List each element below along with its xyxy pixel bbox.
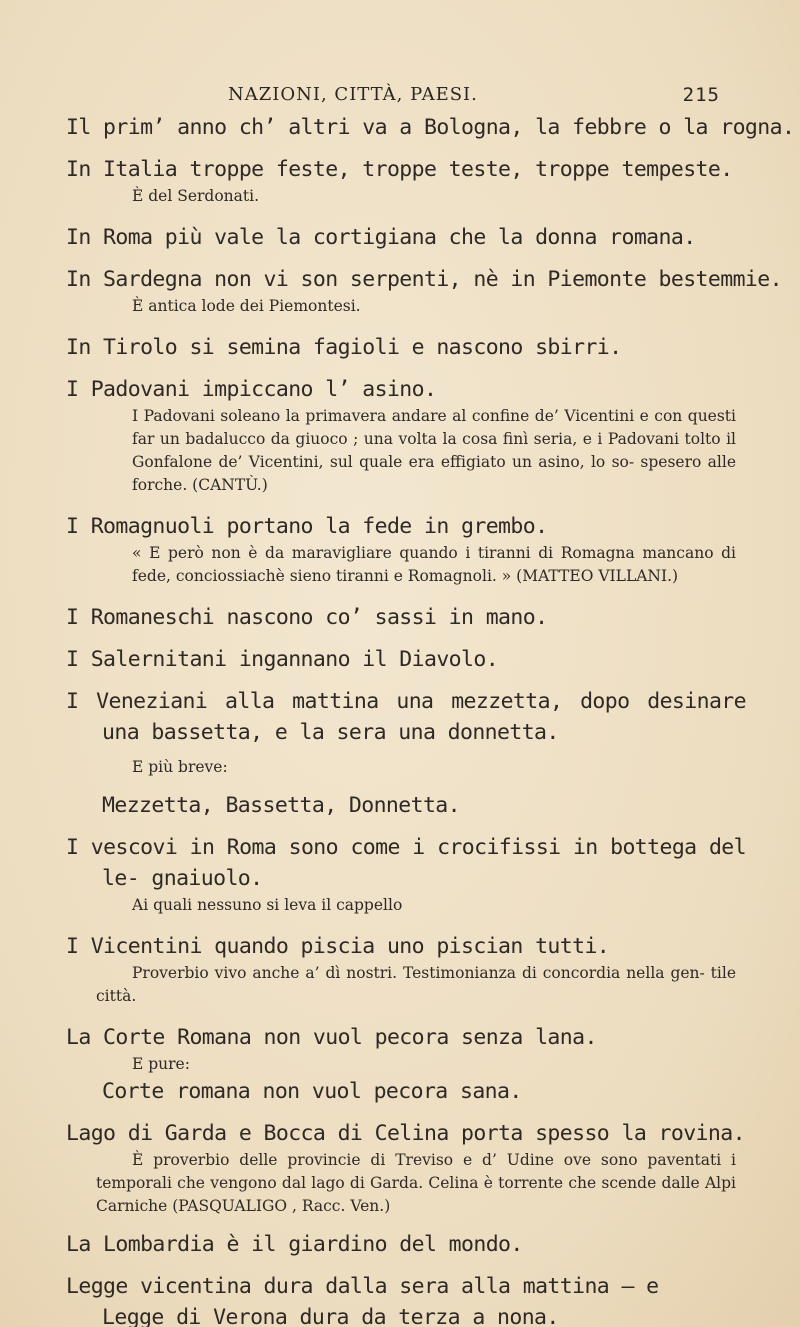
proverb: I Vicentini quando piscia uno piscian tutti. (66, 934, 610, 959)
proverb-note: I Padovani soleano la primavera andare al confine de’ Vicentini e con questi far un badalucco da giuoco ; una volta la cosa finì seria, e i Padovani tolto il Gonfalone de’ Vicentini, sul quale era effigiato un asino, lo so- spesero alle forche. (CANTÙ.) (132, 407, 736, 494)
proverb-note: È proverbio delle provincie di Treviso e d’ Udine ove sono paventati i temporali che vengono dal lago di Garda. Celina è torrente che scende dalle Alpi Carniche (PASQUALIGO , Racc. Ven.) (96, 1151, 736, 1215)
proverb: I vescovi in Roma sono come i crocifissi in bottega del le- gnaiuolo. (66, 835, 746, 891)
proverb-note: E più breve: (132, 758, 228, 776)
proverb: La Corte Romana non vuol pecora senza lana. (66, 1025, 597, 1050)
proverb-note: Ai quali nessuno si leva il cappello (132, 896, 403, 914)
proverb: I Romagnuoli portano la fede in grembo. (66, 514, 548, 539)
proverb-note: « E però non è da maravigliare quando i tiranni di Romagna mancano di fede, conciossiachè sieno tiranni e Romagnoli. » (MATTEO VILLANI.) (132, 544, 736, 585)
proverb-note: È del Serdonati. (132, 187, 260, 205)
proverb: Mezzetta, Bassetta, Donnetta. (102, 793, 460, 818)
page-number: 215 (682, 84, 720, 106)
proverb: I Salernitani ingannano il Diavolo. (66, 647, 499, 672)
proverb-note: Proverbio vivo anche a’ dì nostri. Testimonianza di concordia nella gen- tile città. (96, 964, 736, 1005)
proverb: Il prim’ anno ch’ altri va a Bologna, la febbre o la rogna. (66, 115, 795, 140)
proverb: Legge di Verona dura da terza a nona. (102, 1305, 559, 1327)
proverb: Corte romana non vuol pecora sana. (102, 1079, 522, 1104)
proverb: In Italia troppe feste, troppe teste, troppe tempeste. (66, 157, 733, 182)
header-title: NAZIONI, CITTÀ, PAESI. (228, 84, 478, 105)
proverb-list (66, 112, 795, 1327)
proverb: In Tirolo si semina fagioli e nascono sbirri. (66, 335, 622, 360)
proverb: Legge vicentina dura dalla sera alla mattina — e (66, 1274, 659, 1299)
proverb: In Sardegna non vi son serpenti, nè in Piemonte bestemmie. (66, 267, 782, 292)
proverb: I Padovani impiccano l’ asino. (66, 377, 437, 402)
proverb-note: E pure: (132, 1055, 190, 1073)
proverb: I Veneziani alla mattina una mezzetta, dopo desinare una bassetta, e la sera una donnetta. (66, 689, 746, 745)
running-header (228, 84, 720, 110)
proverb-note: È antica lode dei Piemontesi. (132, 297, 361, 315)
proverb: I Romaneschi nascono co’ sassi in mano. (66, 605, 548, 630)
proverb: In Roma più vale la cortigiana che la donna romana. (66, 225, 696, 250)
proverb: La Lombardia è il giardino del mondo. (66, 1232, 523, 1257)
proverb: Lago di Garda e Bocca di Celina porta spesso la rovina. (66, 1121, 745, 1146)
